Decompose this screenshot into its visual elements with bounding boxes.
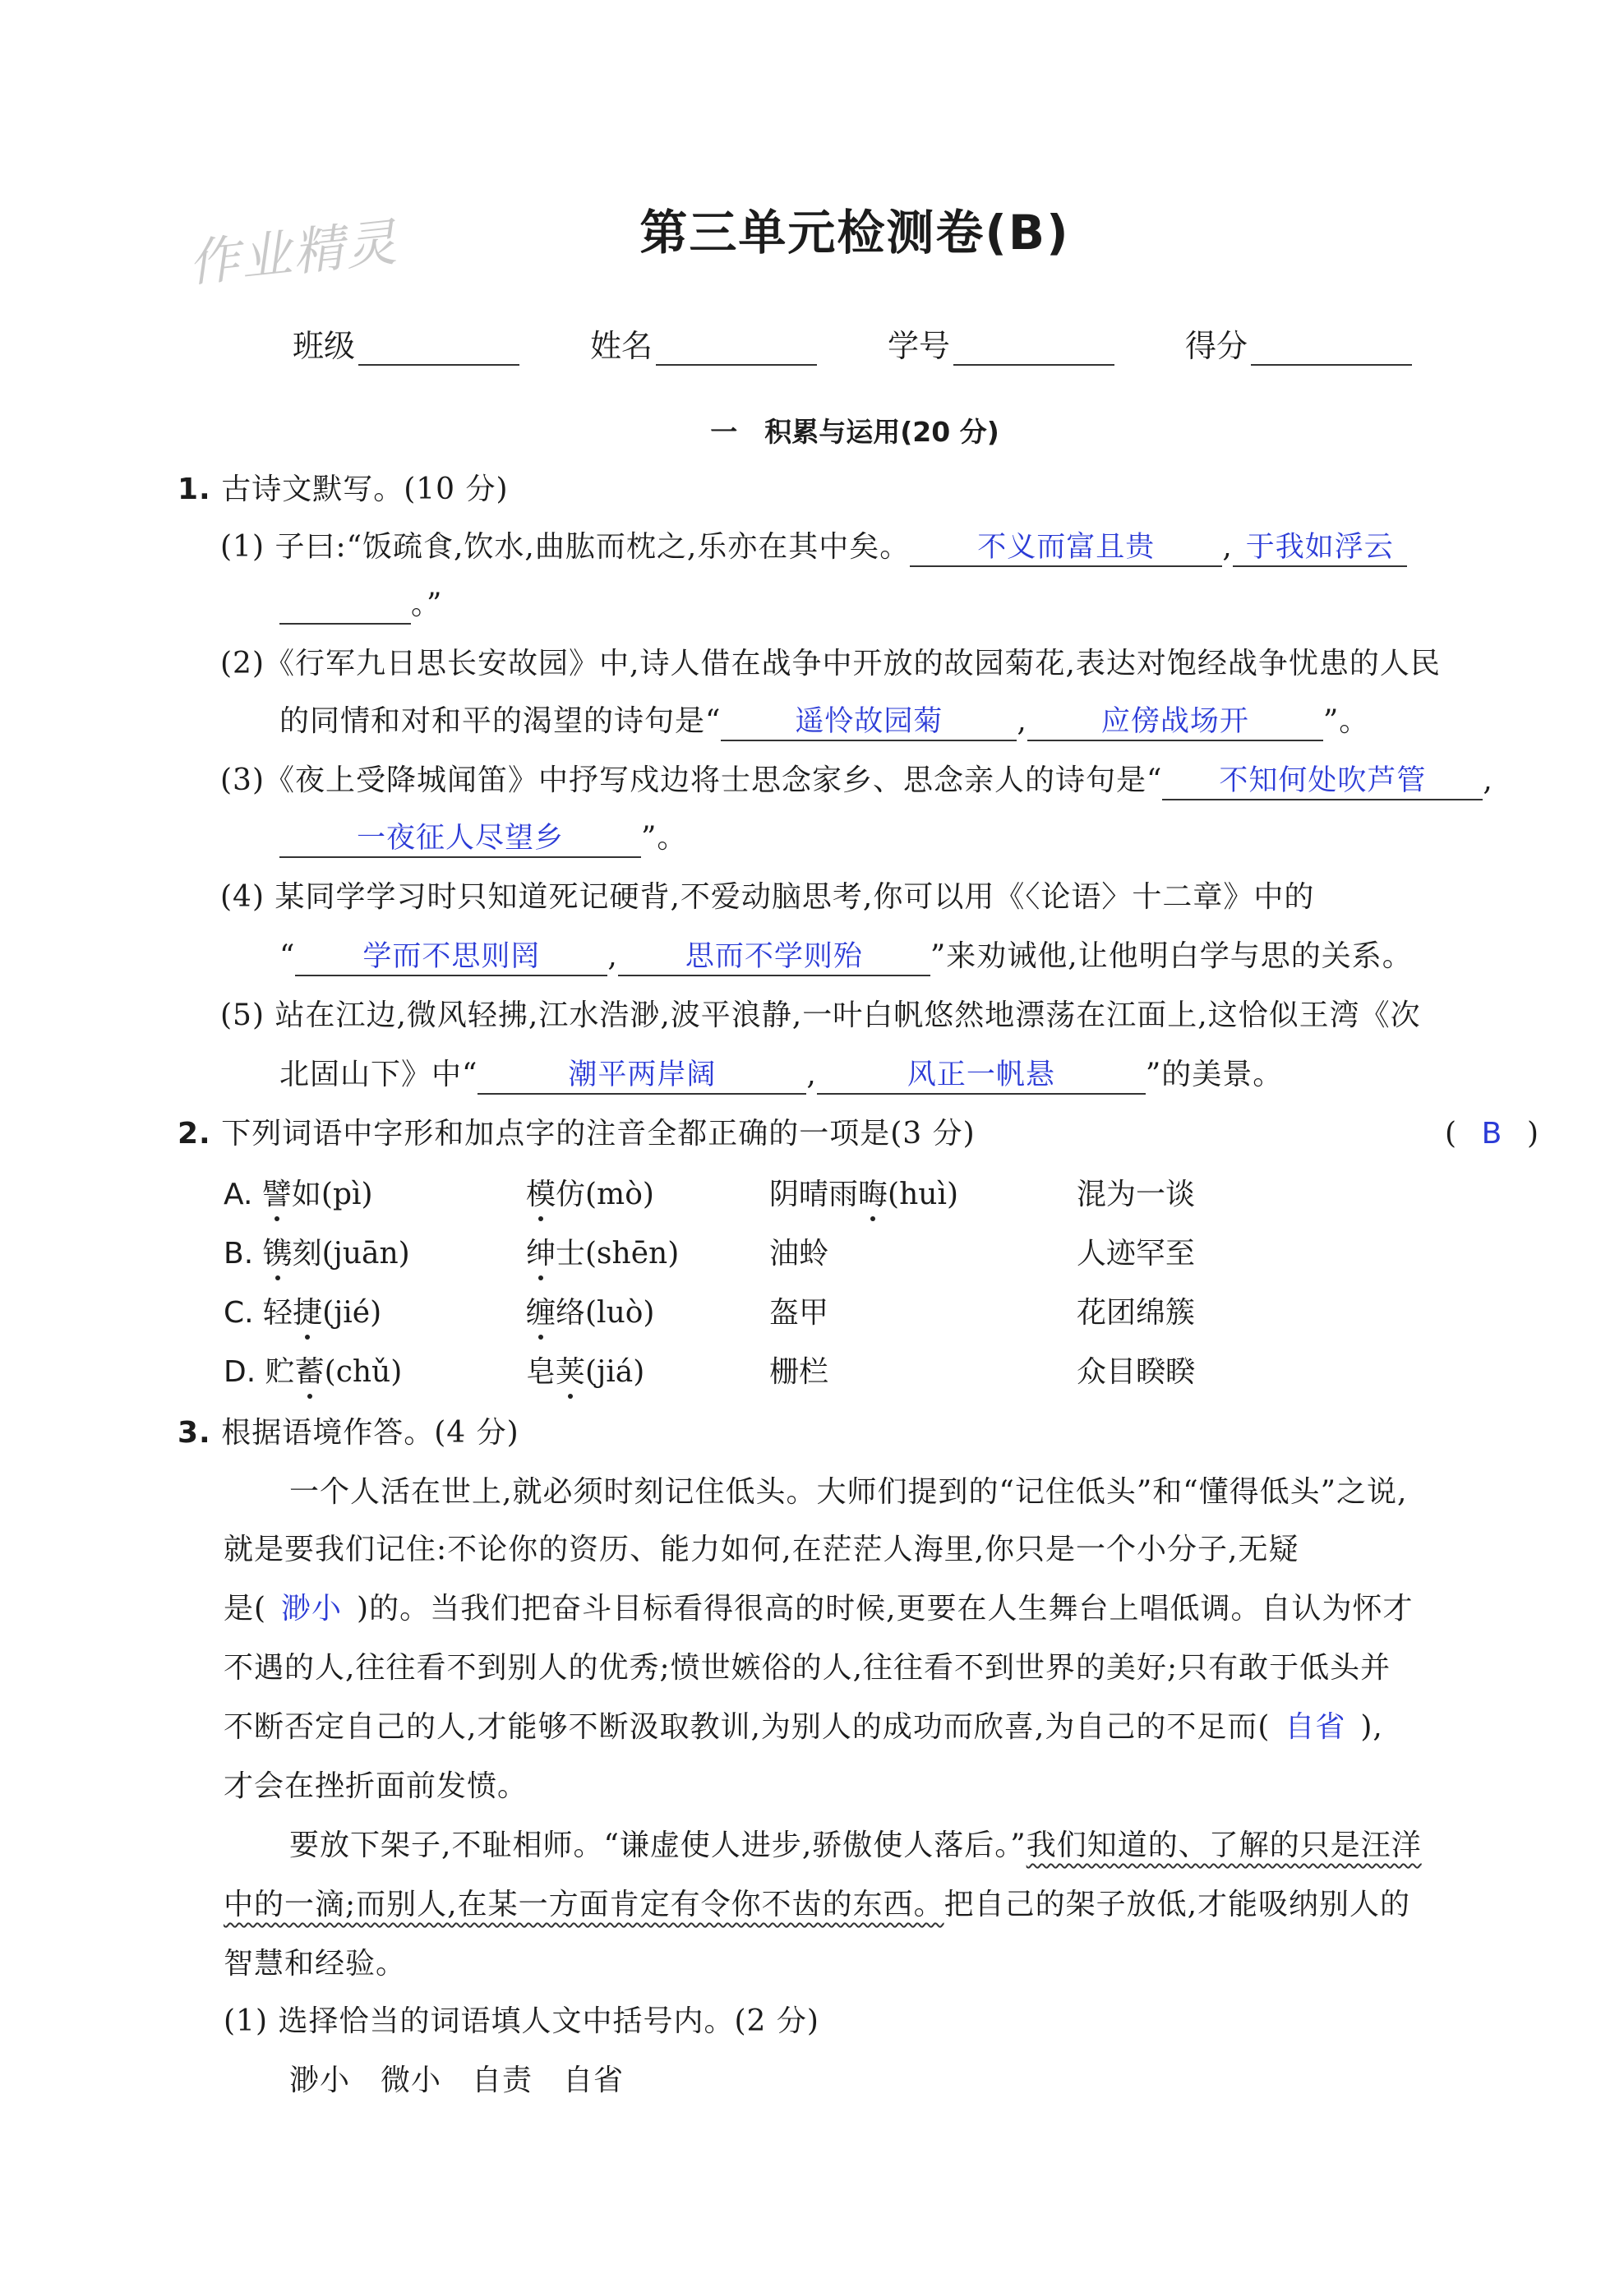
passage-para2-line3: 智慧和经验。: [224, 1947, 407, 1981]
score-field: [1185, 321, 1412, 366]
q2-option-c-word-2: 缠络(luò): [526, 1296, 655, 1330]
q1-part1-line1: [220, 528, 1407, 567]
q1-part1-line2: [279, 585, 442, 625]
q1-part4-answer1[interactable]: 学而不思则罔: [295, 939, 607, 976]
score-blank[interactable]: [1251, 331, 1412, 366]
wavy-underlined-sentence: 我们知道的、了解的只是汪洋: [1026, 1829, 1422, 1862]
q1-part2-line1: (2)《行军九日思长安故园》中,诗人借在战争中开放的故园菊花,表达对饱经战争忧患的人民: [220, 647, 1441, 680]
q2-option-b-word-4: 人迹罕至: [1077, 1237, 1196, 1271]
student-id-blank[interactable]: [953, 331, 1114, 366]
section-heading: 一 积累与运用(20 分): [710, 416, 999, 448]
q1-part2-text: 的同情和对和平的渴望的诗句是“: [279, 704, 722, 738]
q2-option-b-word-3: 油蛉: [769, 1237, 829, 1271]
q1-part4-end: ”来劝诫他,让他明白学与思的关系。: [930, 939, 1413, 973]
q2-option-d-word-2: 皂荚(jiá): [526, 1355, 645, 1389]
q3-word-choices: 渺小 微小 自责 自省: [289, 2064, 625, 2097]
q1-part4-answer2[interactable]: 思而不学则殆: [618, 939, 930, 976]
q1-part3-line2: [279, 819, 687, 858]
q1-part2-end: ”。: [1322, 704, 1370, 738]
q1-part3-text: (3)《夜上受降城闻笛》中抒写戍边将士思念家乡、思念亲人的诗句是“: [220, 763, 1163, 797]
q1-part2-answer2[interactable]: 应傍战场开: [1027, 703, 1323, 741]
option-word-1: 轻捷(jié): [263, 1296, 382, 1330]
q2-option-a-word-4: 混为一谈: [1077, 1178, 1196, 1211]
wavy-underlined-sentence-cont: 中的一滴;而别人,在某一方面肯定有令你不齿的东西。: [224, 1888, 944, 1921]
passage-para1-line2: 就是要我们记住:不论你的资历、能力如何,在茫茫人海里,你只是一个小分子,无疑: [224, 1533, 1299, 1566]
q1-part5-text: 北固山下》中“: [279, 1058, 478, 1091]
passage-para2-line2: 中的一滴;而别人,在某一方面肯定有令你不齿的东西。把自己的架子放低,才能吸纳别人的: [224, 1888, 1411, 1921]
option-label: C.: [224, 1296, 254, 1330]
passage-para1-line3: 是( 渺小 )的。当我们把奋斗目标看得很高的时候,更要在人生舞台上唱低调。自认为怀才: [224, 1589, 1414, 1629]
option-word-1: 镌刻(juān): [262, 1237, 410, 1271]
q1-part3-answer1[interactable]: 不知何处吹芦管: [1162, 763, 1483, 800]
q2-option-c-word-4: 花团绵簇: [1077, 1296, 1196, 1330]
q1-part1-blank-cont[interactable]: [279, 590, 411, 625]
question-number: 2.: [178, 1117, 211, 1151]
q1-part3-sep: ,: [1483, 763, 1493, 797]
name-label: 姓名: [590, 328, 653, 364]
q2-option-b-word-2: 绅士(shēn): [526, 1237, 680, 1271]
q1-part2-answer1[interactable]: 遥怜故园菊: [721, 703, 1017, 741]
option-word-1: 贮蓄(chǔ): [265, 1355, 403, 1389]
option-label: A.: [224, 1178, 253, 1211]
q1-part4-line1: (4) 某同学学习时只知道死记硬背,不爱动脑思考,你可以用《〈论语〉十二章》中的: [220, 880, 1315, 914]
option-label: D.: [224, 1355, 256, 1389]
name-blank[interactable]: [656, 331, 817, 366]
q1-part4-line2: [279, 937, 1413, 976]
question-3-stem: [178, 1414, 519, 1453]
page-title: 第三单元检测卷(B): [639, 205, 1070, 261]
name-field: [590, 321, 817, 366]
q2-option-a-word-2: 模仿(mò): [526, 1178, 654, 1211]
q1-part4-sep: ,: [607, 939, 618, 973]
q2-option-d-word-3: 栅栏: [769, 1355, 829, 1389]
q2-option-a-word-3: 阴晴雨晦(huì): [769, 1178, 959, 1211]
q1-part4-open: “: [279, 939, 296, 973]
q1-part5-sep: ,: [806, 1058, 817, 1091]
q1-part1-answer2[interactable]: 于我如浮云: [1233, 529, 1407, 567]
passage-para1-line4: 不遇的人,往往看不到别人的优秀;愤世嫉俗的人,往往看不到世界的美好;只有敢于低头并: [224, 1651, 1391, 1685]
passage-para1-line6: 才会在挫折面前发愤。: [224, 1769, 528, 1803]
question-text: 下列词语中字形和加点字的注音全都正确的一项是(3 分): [221, 1117, 976, 1151]
q2-option-c[interactable]: [224, 1294, 381, 1333]
paren-close: ): [1526, 1117, 1539, 1151]
q1-part2-line2: [279, 702, 1369, 741]
q1-part1-end: 。”: [411, 588, 443, 621]
q1-part3-end: ”。: [641, 821, 688, 855]
q1-part1-sep: ,: [1222, 530, 1233, 564]
q1-part2-sep: ,: [1017, 704, 1027, 738]
paren-open: (: [1445, 1117, 1458, 1151]
student-id-field: [888, 321, 1114, 366]
question-text: 古诗文默写。(10 分): [221, 473, 509, 506]
class-blank[interactable]: [358, 331, 519, 366]
q2-option-c-word-3: 盔甲: [769, 1296, 829, 1330]
passage-para1-line1: 一个人活在世上,就必须时刻记住低头。大师们提到的“记住低头”和“懂得低头”之说,: [289, 1475, 1408, 1509]
q2-answer[interactable]: B: [1481, 1117, 1503, 1151]
q1-part1-answer1[interactable]: 不义而富且贵: [910, 529, 1222, 567]
q2-option-a[interactable]: [224, 1175, 373, 1215]
student-id-label: 学号: [888, 328, 951, 364]
question-number: 1.: [178, 473, 211, 506]
q2-option-d[interactable]: [224, 1353, 402, 1392]
question-2-stem: [178, 1114, 976, 1154]
q1-part5-line2: [279, 1055, 1283, 1095]
q2-answer-box: [1445, 1114, 1539, 1154]
q1-part5-end: ”的美景。: [1145, 1058, 1284, 1091]
q1-part3-line1: [220, 761, 1493, 800]
question-number: 3.: [178, 1416, 211, 1450]
q1-part1-text: (1) 子曰:“饭疏食,饮水,曲肱而枕之,乐亦在其中矣。: [220, 530, 911, 564]
q1-part3-answer2[interactable]: 一夜征人尽望乡: [279, 820, 641, 858]
score-label: 得分: [1185, 328, 1248, 364]
passage-para1-line5: 不断否定自己的人,才能够不断汲取教训,为别人的成功而欣喜,为自己的不足而( 自省 ),: [224, 1708, 1383, 1747]
q2-option-d-word-4: 众目睽睽: [1077, 1355, 1196, 1389]
q1-part5-line1: (5) 站在江边,微风轻拂,江水浩渺,波平浪静,一叶白帆悠然地漂荡在江面上,这恰似王湾《次: [220, 999, 1421, 1032]
q1-part5-answer1[interactable]: 潮平两岸阔: [478, 1057, 806, 1095]
option-label: B.: [224, 1237, 254, 1271]
question-1-stem: [178, 470, 509, 510]
class-field: [293, 321, 519, 366]
question-text: 根据语境作答。(4 分): [221, 1416, 519, 1450]
q3-subquestion-1: (1) 选择恰当的词语填人文中括号内。(2 分): [224, 2004, 819, 2038]
q2-option-b[interactable]: [224, 1234, 410, 1274]
class-label: 班级: [293, 328, 356, 364]
option-word-1: 譬如(pì): [261, 1178, 373, 1211]
passage-blank-1-answer[interactable]: 渺小: [281, 1592, 343, 1626]
q1-part5-answer2[interactable]: 风正一帆悬: [817, 1057, 1146, 1095]
passage-para2-line1: 要放下架子,不耻相师。“谦虚使人进步,骄傲使人落后。”我们知道的、了解的只是汪洋: [289, 1829, 1422, 1862]
passage-blank-2-answer[interactable]: 自省: [1285, 1710, 1346, 1744]
watermark-logo: 作业精灵: [185, 211, 401, 294]
